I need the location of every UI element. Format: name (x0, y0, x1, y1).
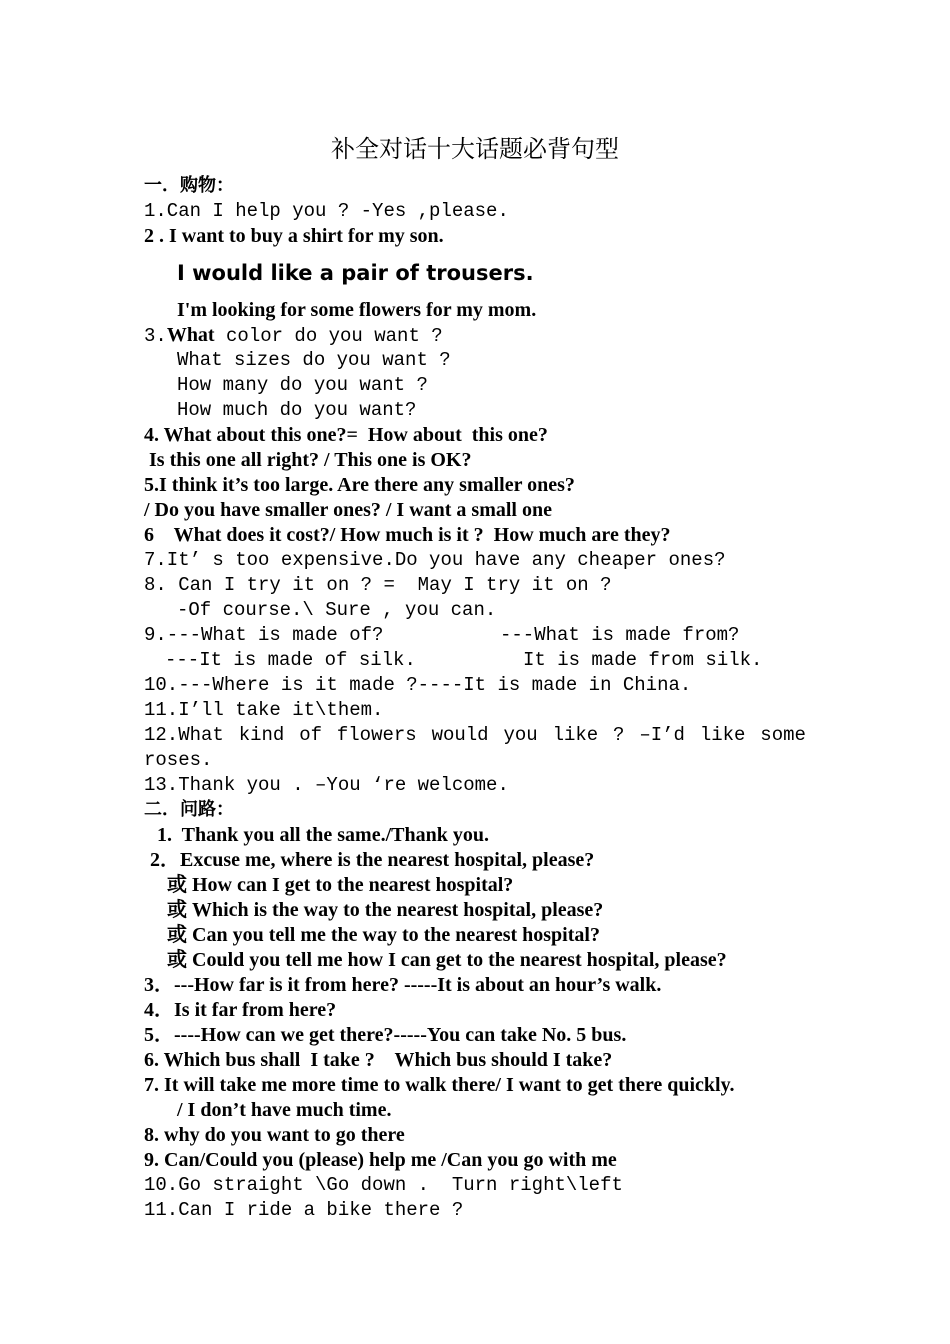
word: –I’d (639, 724, 685, 746)
text-fragment: What (166, 324, 215, 346)
text-line: 8. why do you want to go there (144, 1124, 405, 1146)
word: kind (238, 724, 285, 746)
text-line: 或 Could you tell me how I can get to the nearest hospital, please? (167, 949, 727, 971)
text-line: 4. What about this one?= How about this one? (144, 424, 548, 446)
text-fragment: color do you want ? (214, 325, 443, 347)
text-line: / Do you have smaller ones? / I want a small one (144, 499, 552, 521)
text-line: 5.I think it’s too large. Are there any smaller ones? (144, 474, 575, 496)
word: like (699, 724, 746, 746)
text-line: How many do you want ? (177, 374, 428, 396)
text-line: ---What is made from? (500, 624, 740, 646)
word: ? (613, 724, 625, 746)
text-line: Is this one all right? / This one is OK? (149, 449, 472, 471)
text-line: 或 Which is the way to the nearest hospital, please? (167, 899, 604, 921)
text-line: I would like a pair of trousers. (177, 261, 534, 285)
text-line-justified (144, 723, 806, 747)
word: flowers (336, 724, 417, 746)
text-line: 10.Go straight \Go down . Turn right\left (144, 1174, 623, 1196)
text-line: 9. Can/Could you (please) help me /Can you go with me (144, 1149, 617, 1171)
text-line: It is made from silk. (523, 649, 763, 671)
text-line: 4．Is it far from here? (144, 999, 337, 1021)
text-line: 6. Which bus shall I take ? Which bus should I take? (144, 1049, 613, 1071)
word: would (431, 724, 489, 746)
text-line: ---It is made of silk. (165, 649, 416, 671)
text-line: 或 Can you tell me the way to the nearest hospital? (167, 924, 600, 946)
word: like (552, 724, 599, 746)
text-line: / I don’t have much time. (177, 1099, 392, 1121)
text-line: 13.Thank you . –You ‘re welcome. (144, 774, 509, 796)
text-line: 7.It’ s too expensive.Do you have any cheaper ones? (144, 549, 726, 571)
text-line: 7. It will take me more time to walk there/ I want to get there quickly. (144, 1074, 735, 1096)
text-fragment: 3. (144, 325, 167, 347)
text-line: 9.---What is made of? (144, 624, 384, 646)
text-line: 8. Can I try it on ? = May I try it on ? (144, 574, 612, 596)
text-line: I'm looking for some flowers for my mom. (177, 299, 537, 321)
text-line: 5．----How can we get there?-----You can take No. 5 bus. (144, 1024, 627, 1046)
text-line: -Of course.\ Sure , you can. (177, 599, 497, 621)
word: 12.What (144, 724, 224, 746)
text-line: What sizes do you want ? (177, 349, 451, 371)
word: some (760, 724, 806, 746)
text-line: 或 How can I get to the nearest hospital? (167, 874, 514, 896)
section-heading-directions: 二．问路： (144, 799, 234, 820)
text-line: roses. (144, 749, 213, 771)
text-line: How much do you want? (177, 399, 417, 421)
text-line: 2 . I want to buy a shirt for my son. (144, 225, 444, 247)
word: you (503, 724, 538, 746)
text-line: 1.Can I help you ? -Yes ,please. (144, 200, 509, 222)
text-line (144, 323, 443, 347)
text-line: 3．---How far is it from here? -----It is about an hour’s walk. (144, 974, 662, 996)
text-line: 10.---Where is it made ?----It is made in China. (144, 674, 692, 696)
section-heading-shopping: 一．购物： (144, 175, 234, 196)
text-line: 1. Thank you all the same./Thank you. (157, 824, 489, 846)
page-title: 补全对话十大话题必背句型 (331, 135, 619, 163)
word: of (299, 724, 322, 746)
text-line: 6 What does it cost?/ How much is it ? How much are they? (144, 524, 671, 546)
text-line: 2．Excuse me, where is the nearest hospital, please? (150, 849, 595, 871)
text-line: 11.Can I ride a bike there ? (144, 1199, 464, 1221)
text-line: 11.I’ll take it\them. (144, 699, 384, 721)
